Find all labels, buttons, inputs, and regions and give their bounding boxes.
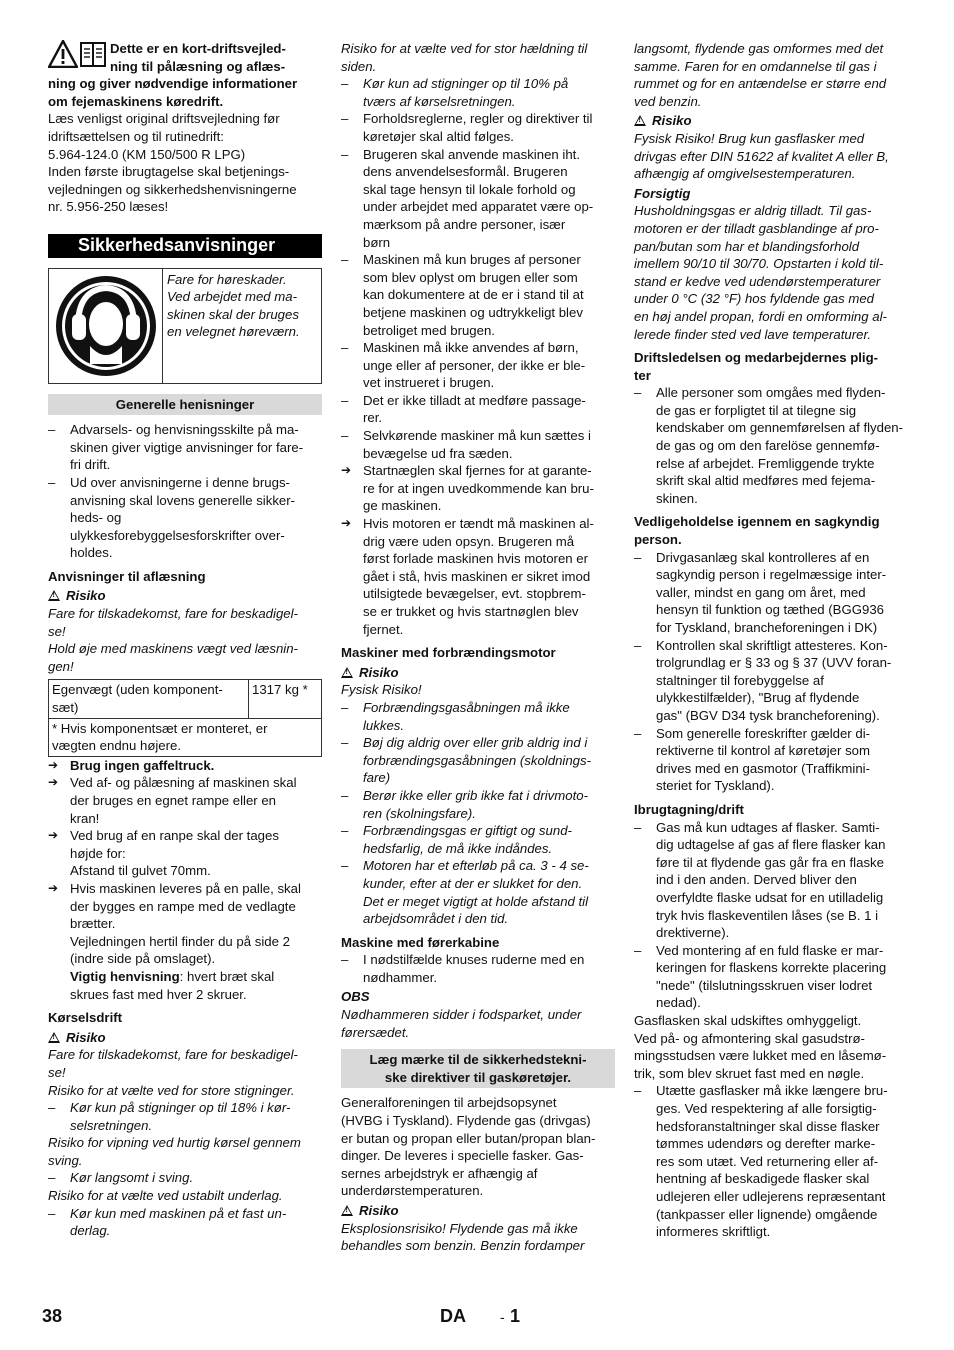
c2-dash: – Maskinen må kun bruges af personer som blev oplyst om brugen eller som kan dokumentere at de er i stand til at betjene maskinen og udtrykkeligt blev betroliget med brugen. [341,251,615,339]
gas-line: sernes arbejdstryk er afhængig af [341,1165,538,1181]
caution-label: Forsigtig [634,185,691,201]
general-item-line: fri drift. [70,457,111,473]
arrow-item-line: brætter. [70,916,116,932]
caution-line: en høj andel propan, fordi en omforming al- [634,308,887,324]
c3-line: ved benzin. [634,93,702,109]
combustion-item: – Forbrændingsgas er giftigt og sund- hedsfarlig, de må ikke indåndes. [341,822,615,857]
arrow-item-line: drig være uden opsyn. Brugeren må [363,533,575,549]
arrow-item-line: højde for: [70,845,126,861]
explosion-line: Eksplosionsrisiko! Flydende gas må ikke [341,1220,578,1236]
leak-line: hentning af beskadigede flasker skal [656,1171,870,1187]
unload-line: gen! [48,658,74,674]
maint-heading-line: person. [634,532,682,548]
driving-line: Risiko for at vælte ved for store stigninger. [48,1082,295,1098]
intro-bold-line: om fejemaskinens køredrift. [48,93,224,109]
maint-line: Som generelle foreskrifter gælder di- [656,725,871,741]
arrow-right-icon: ➔ [48,757,59,772]
intro-line: Læs venligst original driftsvejledning før [48,111,280,127]
maint-line: Drivgasanlæg skal kontrolleres af en [656,549,870,565]
arrow-item-line: re for at ingen uvedkommende kan bru- [363,480,594,496]
gas-line: er butan og propan eller butan/propan blan- [341,1130,596,1146]
arrow-item-line: Hvis maskinen leveres på en palle, skal [70,880,301,896]
duties-heading [634,349,908,384]
manual-book-icon [80,40,106,68]
unload-risk [48,587,322,605]
c3-risk-line: afhængig af omgivelsestemperaturen. [634,166,856,182]
risk-label: Risiko [652,113,692,129]
obs-label: OBS [341,989,370,1005]
arrow-item-line: Startnæglen skal fjernes for at garante- [363,463,592,479]
arrow-right-icon: ➔ [48,828,59,843]
driving-dash-line: Kør langsomt i sving. [70,1170,194,1186]
startup-line: overfyldte flaske udsat for en utilladelig [656,889,884,905]
risk-label: Risiko [66,588,106,604]
driving-line: sving. [48,1152,83,1168]
gas-heading-line: ske direktiver til gaskøretøjer. [384,1069,572,1085]
c2-dash: – Kør kun ad stigninger op til 10% på tværs af kørselsretningen. [341,75,615,110]
startup-line: føre til at flydende gas går fra en flaske [656,854,884,870]
maint-line: hensyn til funktion og tæthed (BGG936 [656,602,884,618]
intro-line: nr. 5.956-250 læses! [48,199,169,215]
cabin-heading: Maskine med førerkabine [341,934,500,950]
c2-dash-line: Kør kun ad stigninger op til 10% på [363,76,569,92]
driving-heading: Kørselsdrift [48,1010,123,1026]
maint-line: sagkyndig person i regelmæssige inter- [656,567,887,583]
startup-line: "nede" (tilslutningsskruen viser lodret [656,977,873,993]
page-number: 38 [42,1306,63,1326]
combustion-line: Forbrændingsgasåbningen må ikke [363,699,570,715]
startup-heading: Ibrugtagning/drift [634,801,744,817]
unload-line: Fare for tilskadekomst, fare for beskadigel- [48,606,298,622]
replace-line: Gasflasken skal udskiftes omhyggeligt. [634,1013,862,1029]
general-item-line: heds- og [70,510,122,526]
arrow-item-line: Hvis motoren er tændt må maskinen al- [363,516,594,532]
combustion-line: Forbrændingsgas er giftigt og sund- [363,823,572,839]
combustion-line: lukkes. [363,717,405,733]
startup-line: Ved montering af en fuld flaske er mar- [656,942,884,958]
weight-note: * Hvis komponentsæt er monteret, er [52,720,268,736]
intro-icons [48,40,106,75]
maint-line: ulykkestilfælder), "Brug af flydende [656,690,860,706]
unload-line: Hold øje med maskinens vægt ved læsnin- [48,641,298,657]
hearing-line: skinen skal der bruges [167,306,299,322]
arrow-item [341,462,615,515]
duties-line: Alle personer som omgåes med flyden- [656,385,886,401]
warning-triangle-icon [48,590,60,601]
cabin-line: nødhammer. [363,969,438,985]
duties-line: relse af arbejdet. Fremliggende trykte [656,455,875,471]
duties-line: de gas og om den farelöse gennemfø- [656,438,880,454]
warning-triangle-icon [634,115,646,126]
arrow-item-line: Vejledningen hertil finder du på side 2 [70,933,290,949]
startup-item: – Ved montering af en fuld flaske er mar- keringen for flaskens korrekte placering "nede" (tilslutningsskruen viser lodret nedad). [634,942,908,1012]
maint-item: – Drivgasanlæg skal kontrolleres af en sagkyndig person i regelmæssige inter- valler, mindst en gang om året, med hensyn til funktion og tæthed (BGG936 for Tyskland, brancheforeningen i DK) [634,549,908,637]
maint-line: rektiverne til kontrol af køretøjer som [656,743,870,759]
c3-risk [634,112,908,130]
hearing-line: Fare for høreskader. [167,271,287,287]
duties-heading-line: Driftsledelsen og medarbejdernes plig- [634,350,879,366]
weight-note: vægten endnu højere. [52,738,182,754]
duties-line: de gas er forpligtet til at tilegne sig [656,402,857,418]
c2-dash-line: Det er ikke tilladt at medføre passage- [363,392,586,408]
c2-dash-line: Maskinen må kun bruges af personer [363,252,581,268]
arrow-right-icon: ➔ [341,516,352,531]
combustion-line: arbejdsområdet i den tid. [363,911,509,927]
arrow-item-line: Ved brug af en ranpe skal der tages [70,828,279,844]
duties-line: skrift skal altid medføres med fejema- [656,473,876,489]
c2-dash-line: Brugeren skal anvende maskinen iht. [363,146,580,162]
c2-dash-line: køretøjer skal altid følges. [363,128,514,144]
c2-dash: – Selvkørende maskiner må kun sættes i bevægelse ud fra sæden. [341,427,615,462]
gas-heading [341,1049,615,1088]
warning-triangle-icon [341,667,353,678]
intro-header [48,40,322,75]
arrow-item-line: der bruges en egnet rampe eller en [70,793,277,808]
physical-risk: Fysisk Risiko! [341,682,422,698]
c2-dash: – Forholdsreglerne, regler og direktiver til køretøjer skal altid følges. [341,110,615,145]
language-code: DA [440,1306,466,1326]
unload-line: se! [48,623,66,639]
general-item-line: anvisning skal lovens generelle sikker- [70,492,296,508]
c3-line: samme. Faren for en omdannelse til gas i [634,58,877,74]
caution-line: pan/butan som har et blandingsforhold [634,238,860,254]
startup-line: drektiverne). [656,925,730,941]
c2-dash-line: tværs af kørselsretningen. [363,93,516,109]
startup-line: dig udtagelse af gas af flere flasker kan [656,837,886,853]
column-3 [634,40,908,1241]
combustion-item: – Berør ikke eller grib ikke fat i drivmoto- ren (skolningsfare). [341,787,615,822]
leak-line: hedsforanstaltninger skal disse flasker [656,1118,880,1134]
driving-line: Fare for tilskadekomst, fare for beskadigel- [48,1047,298,1063]
warning-triangle-icon [48,40,78,68]
driving-risk [48,1029,322,1047]
maint-line: staltninger til forebyggelse af [656,672,824,688]
driving-line: Risiko for at vælte ved ustabilt underlag. [48,1188,283,1204]
driving-dash-line: Kør kun på stigninger op til 18% i kør- [70,1100,291,1116]
duties-heading-line: ter [634,367,651,383]
driving-line: Risiko for vipning ved hurtig kørsel gennem [48,1135,301,1151]
combustion-line: ren (skolningsfare). [363,805,476,821]
arrow-item [48,880,322,1003]
combustion-item: – Motoren har et efterløb på ca. 3 - 4 se- kunder, efter at der er slukket for den. Det er meget vigtigt at holde afstand til arbejdsområdet i den tid. [341,857,615,927]
driving-line: se! [48,1064,66,1080]
arrow-item-line: først forlade maskinen hvis motoren er [363,551,589,567]
c2-dash-line: betroliget med brugen. [363,322,495,338]
replace-line: trik, som blev skruet fast med en nøgle. [634,1065,865,1081]
duties-line: skinen. [656,490,698,506]
maint-heading-line: Vedligeholdelse igennem en sagkyndig [634,514,880,530]
leak-line: udlejeren eller udlejerens repræsentant [656,1189,886,1204]
general-heading: Generelle henisninger [48,394,322,416]
arrow-item-line: gået i stå, hvis maskinen er sikret imod [363,568,591,584]
maint-line: for Tyskland, brancheforeningen i DK) [656,620,878,635]
arrow-right-icon: ➔ [341,463,352,478]
intro-bold-line: Dette er en kort-driftsvejled- [110,41,286,56]
startup-line: Gas må kun udtages af flasker. Samti- [656,819,880,835]
startup-line: tryk hvis flaskeventilen låses (se B. 1 i [656,907,879,923]
startup-item: – Gas må kun udtages af flasker. Samti- dig udtagelse af gas af flere flasker kan føre til at flydende gas går fra en flaske ind i den anden. Derved bliver den overfyldte flaske udsat for en utilladelig tryk hvis flaskeventilen låses (se B. 1 i drektiverne). [634,819,908,942]
c2-line: siden. [341,58,377,74]
c2-dash-line: kan dokumentere at de er i stand til at [363,287,584,303]
c2-dash: – Det er ikke tilladt at medføre passage- rer. [341,392,615,427]
obs-line: Nødhammeren sidder i fodsparket, under [341,1007,582,1023]
gas-line: dinger. De leveres i specielle fasker. Gas- [341,1148,584,1164]
weight-label-cell [49,680,249,718]
gas-line: (HVBG i Tyskland). Flydende gas (drivgas) [341,1113,591,1129]
duties-line: kendskaber om gennemførelsen af flyden- [656,420,904,436]
caution-line: Husholdningsgas er aldrig tilladt. Til gas- [634,203,872,219]
arrow-item-line: utilsigtede bevægelser, evt. stopbrem- [363,586,586,602]
maint-line: steriet for Tyskland). [656,778,775,794]
c2-dash-line: rer. [363,410,383,426]
combustion-line: Bøj dig aldrig over eller grib aldrig ind i [363,735,588,751]
general-item-line: Ud over anvisningerne i denne brugs- [70,474,290,490]
column-1 [48,40,322,1240]
c2-dash-line: børn [363,234,391,250]
general-item-line: Advarsels- og henvisningsskilte på ma- [70,422,299,438]
startup-line: keringen for flaskens korrekte placering [656,960,887,976]
arrow-item-line: ge maskinen. [363,498,442,514]
combustion-item: – Bøj dig aldrig over eller grib aldrig ind i forbrændingsgasåbningen (skoldnings- fare) [341,734,615,787]
c2-dash-line: betjene maskinen og udtrykkeligt blev [363,304,583,320]
vigtig-note [70,968,322,986]
footer-separator: - [500,1309,505,1325]
leak-line: ges. Ved respektering af alle forsigtig- [656,1101,877,1117]
combustion-line: hedsfarlig, de må ikke indåndes. [363,840,553,856]
combustion-line: Motoren har et efterløb på ca. 3 - 4 se- [363,858,589,874]
arrow-item-bold: Brug ingen gaffeltruck. [70,757,215,773]
weight-label: sæt) [52,700,79,716]
intro-bold-line: ning og giver nødvendige informationer [48,76,298,92]
weight-table [48,679,322,756]
unload-heading: Anvisninger til aflæsning [48,568,206,584]
startup-line: nedad). [656,995,701,1011]
risk-label: Risiko [359,1203,399,1218]
hearing-line: Ved arbejdet med ma- [167,289,297,305]
hearing-line: en velegnet høreværn. [167,324,300,340]
c2-dash-line: dens anvendelsesformål. Brugeren [363,164,568,180]
arrow-right-icon: ➔ [48,880,59,895]
driving-dash-line: derlag. [70,1223,111,1239]
arrow-right-icon: ➔ [48,775,59,790]
risk-label: Risiko [66,1029,106,1045]
combustion-item: – Forbrændingsgasåbningen må ikke lukkes. [341,699,615,734]
c3-line: rummet og for en antændelse er større end [634,76,887,92]
general-item-line: ulykkesforebyggelsesforskrifter over- [70,527,285,543]
maint-line: trolgrundlag er § 33 og § 37 (UVV foran- [656,655,892,671]
duties-item: – Alle personer som omgåes med flyden- de gas er forpligtet til at tilegne sig kendskaber om gennemførelsen af flyden- de gas og om den farelöse gennemfø- relse af arbejdet. Fremliggende trykte skrift skal altid medføres med fejema- skinen. [634,384,908,507]
intro-line: Inden første ibrugtagelse skal betjenings- [48,164,290,180]
maint-heading [634,513,908,548]
c2-dash-line: Maskinen må ikke anvendes af børn, [363,340,579,356]
cabin-item: – I nødstilfælde knuses ruderne med en nødhammer. [341,951,615,986]
general-item: – Advarsels- og henvisningsskilte på ma- skinen giver vigtige anvisninger for fare- fri drift. [48,421,322,474]
c2-dash-line: som blev oplyst om brugen eller som [363,269,578,285]
general-item-line: skinen giver vigtige anvisninger for fare- [70,439,304,455]
cabin-line: I nødstilfælde knuses ruderne med en [363,952,585,968]
combustion-risk [341,664,615,682]
combustion-line: Det er meget vigtigt at holde afstand til [363,893,589,909]
obs-line: førersædet. [341,1024,410,1040]
replace-line: Ved på- og afmontering skal gasudstrø- [634,1030,865,1046]
c2-dash: – Maskinen må ikke anvendes af børn, unge eller af personer, der ikke er ble- vet instrueret i brugen. [341,339,615,392]
combustion-line: fare) [363,770,391,786]
c2-dash-line: Selvkørende maskiner må kun sættes i [363,428,591,444]
caution-line: stand er kedve ved udendørstemperaturer [634,273,881,289]
weight-value: 1317 kg * [249,680,322,718]
c3-risk-line: drivgas efter DIN 51622 af kvalitet A eller B, [634,148,889,164]
arrow-item [341,515,615,638]
hearing-protection-picture [49,269,163,383]
weight-label: Egenvægt (uden komponent- [52,682,223,698]
leak-line: tømmes udendørs og derefter marke- [656,1136,876,1152]
explosion-line: behandles som benzin. Benzin fordamper [341,1238,585,1254]
startup-line: ind i den anden. Derved bliver den [656,872,857,888]
risk-label: Risiko [359,664,399,680]
arrow-item-line: Afstand til gulvet 70mm. [70,863,211,879]
arrow-item [48,757,322,775]
caution-line: motoren er der tilladt gasblandinge af pro- [634,220,879,236]
arrow-item [48,827,322,880]
maint-item: – Kontrollen skal skriftligt attesteres. Kon- trolgrundlag er § 33 og § 37 (UVV foran- staltninger til forebyggelse af ulykkestilfælder), "Brug af flydende gas" (BGV D34 tysk brancheforening). [634,637,908,725]
leak-line: (tankpasser eller lignende) omgående [656,1206,878,1222]
arrow-item-line: Ved af- og pålæsning af maskinen skal [70,775,297,791]
hearing-protection-icon [54,274,158,378]
driving-dash-line: selsretningen. [70,1117,153,1133]
c2-dash-line: skal tage hensyn til lokale forhold og [363,181,576,197]
maint-line: drives med en gasmotor (Traffikmini- [656,760,870,776]
warning-triangle-icon [48,1032,60,1043]
combustion-heading: Maskiner med forbrændingsmotor [341,645,556,661]
column-2 [341,40,615,1255]
replace-line: mingsstudsen være lukket med en låsemø- [634,1048,887,1064]
caution-line: imellem 90/10 til 30/70. Opstarten i kold til- [634,256,884,272]
intro-bold-line: ning til pålæsning og aflæs- [110,58,286,74]
hearing-warning-box [48,268,322,384]
caution-line: under 0 °C (32 °F) hos fyldende gas med [634,291,874,307]
c2-dash-line: Forholdsreglerne, regler og direktiver til [363,111,593,127]
leak-item: – Utætte gasflasker må ikke længere bru- ges. Ved respektering af alle forsigtig- hedsforanstaltninger skal disse flasker tømmes udendørs og derefter marke- res som utæt. Ved returnering eller af- hentning af beskadigede flasker skal udlejeren eller udlejerens repræsentant (tankpasser eller lignende) omgående informeres skriftligt. [634,1082,908,1240]
arrow-item-line: (indre side på omslaget). [70,951,216,967]
c2-line: Risiko for at vælte ved for stor hældning til [341,41,588,56]
maint-item: – Som generelle foreskrifter gælder di- rektiverne til kontrol af køretøjer som drives med en gasmotor (Traffikmini- steriet for Tyskland). [634,725,908,795]
arrow-item-line: der bygges en rampe med de vedlagte [70,898,296,914]
gas-risk [341,1202,615,1220]
intro-line: idriftsættelsen og til rutinedrift: [48,128,224,144]
driving-dash-line: Kør kun med maskinen på et fast un- [70,1205,287,1221]
vigtig-line: skrues fast med hver 2 skruer. [70,986,247,1002]
vigtig-rest: : hvert bræt skal [179,968,275,984]
intro-line: 5.964-124.0 (KM 150/500 R LPG) [48,146,246,162]
c2-dash-line: vet instrueret i brugen. [363,375,495,391]
driving-dash: – Kør kun med maskinen på et fast un- derlag. [48,1205,322,1240]
section-title: Sikkerhedsanvisninger [48,234,322,258]
gas-line: Generalforeningen til arbejdsopsynet [341,1095,557,1111]
arrow-item [48,774,322,827]
maint-line: valler, mindst en gang om året, med [656,584,866,600]
gas-heading-line: Læg mærke til de sikkerhedstekni- [369,1052,587,1068]
weight-note-cell [49,718,322,756]
general-item: – Ud over anvisningerne i denne brugs- anvisning skal lovens generelle sikker- heds- og ulykkesforebyggelsesforskrifter over- holdes. [48,474,322,562]
intro-line: vejledningen og sikkerhedshenvisningerne [48,181,297,197]
c3-line: langsomt, flydende gas omformes med det [634,41,884,56]
leak-line: res som utæt. Ved returnering eller af- [656,1153,879,1169]
c2-dash-line: mærksom på andre personer, især [363,216,566,232]
warning-triangle-icon [341,1205,353,1216]
arrow-item-line: se er trukket og hvis startnøglen blev [363,604,579,619]
c2-dash: – Brugeren skal anvende maskinen iht. dens anvendelsesformål. Brugeren skal tage hensyn til lokale forhold og under arbejdet med apparatet være op- mærksom på andre personer, især børn [341,146,615,252]
vigtig-bold: Vigtig henvisning [70,968,180,984]
gas-line: underdørstemperaturen. [341,1183,484,1199]
leak-line: Utætte gasflasker må ikke længere bru- [656,1083,888,1099]
maint-line: Kontrollen skal skriftligt attesteres. Kon- [656,637,888,653]
combustion-line: kunder, efter at der er slukket for den. [363,875,583,891]
c3-risk-line: Fysisk Risiko! Brug kun gasflasker med [634,130,865,146]
c2-dash-line: bevægelse ud fra sæden. [363,445,513,461]
combustion-line: forbrændingsgasåbningen (skoldnings- [363,752,591,768]
maint-line: gas" (BGV D34 tysk brancheforening). [656,707,880,723]
leak-line: informeres skriftligt. [656,1224,771,1240]
arrow-item-line: kran! [70,810,100,826]
driving-dash: – Kør kun på stigninger op til 18% i kør- selsretningen. [48,1099,322,1134]
arrow-item-line: fjernet. [363,621,404,637]
footer-section-number: 1 [510,1306,521,1326]
general-item-line: holdes. [70,545,113,561]
driving-dash: – Kør langsomt i sving. [48,1169,322,1187]
c2-dash-line: unge eller af personer, der ikke er ble- [363,357,586,373]
caution-line: lerede finder sted ved lave temperaturer. [634,326,872,342]
c2-dash-line: under arbejdet med apparatet være op- [363,199,594,215]
combustion-line: Berør ikke eller grib ikke fat i drivmoto- [363,787,588,803]
